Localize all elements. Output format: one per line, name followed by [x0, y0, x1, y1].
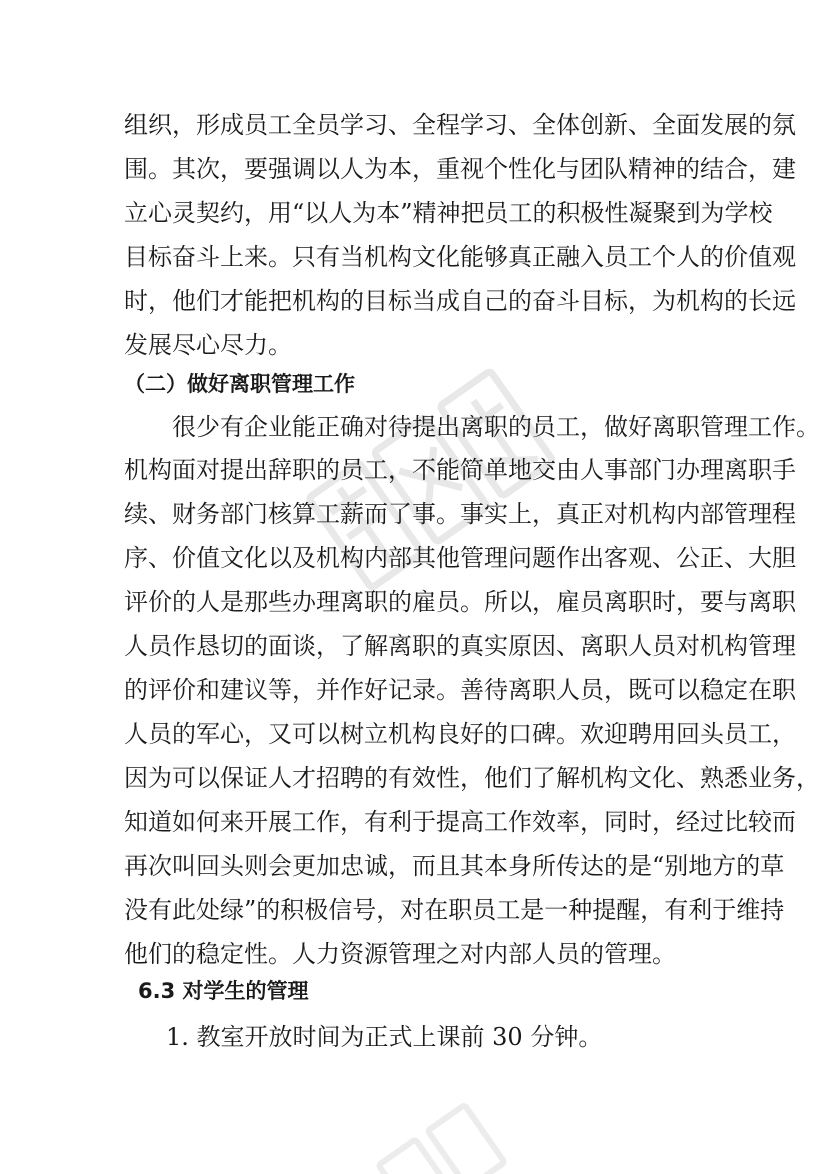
paragraph-line: 他们的稳定性。人力资源管理之对内部人员的管理。	[124, 940, 676, 968]
paragraph-line: 没有此处绿”的积极信号，对在职员工是一种提醒，有利于维持	[124, 896, 785, 924]
paragraph-line: 序、价值文化以及机构内部其他管理问题作出客观、公正、大胆	[124, 544, 796, 572]
paragraph-line: 知道如何来开展工作，有利于提高工作效率，同时，经过比较而	[124, 808, 796, 836]
paragraph-line: 发展尽心尽力。	[124, 331, 292, 359]
paragraph-line: 组织，形成员工全员学习、全程学习、全体创新、全面发展的氛	[124, 111, 796, 139]
list-item: 1. 教室开放时间为正式上课前 30 分钟。	[166, 1023, 603, 1051]
watermark-logo-bottom	[360, 1090, 510, 1174]
paragraph-line: 机构面对提出辞职的员工，不能简单地交由人事部门办理离职手	[124, 456, 796, 484]
paragraph-line: 人员的军心，又可以树立机构良好的口碑。欢迎聘用回头员工，	[124, 720, 796, 748]
paragraph-line: 时，他们才能把机构的目标当成自己的奋斗目标，为机构的长远	[124, 287, 796, 315]
paragraph-line: 续、财务部门核算工薪而了事。事实上，真正对机构内部管理程	[124, 500, 796, 528]
paragraph-line: 再次叫回头则会更加忠诚，而且其本身所传达的是“别地方的草	[124, 852, 785, 880]
section-heading: （二）做好离职管理工作	[124, 372, 355, 396]
paragraph-line: 立心灵契约，用“以人为本”精神把员工的积极性凝聚到为学校	[124, 199, 773, 227]
paragraph-line: 很少有企业能正确对待提出离职的员工，做好离职管理工作。	[172, 413, 820, 441]
paragraph-line: 的评价和建议等，并作好记录。善待离职人员，既可以稳定在职	[124, 676, 796, 704]
paragraph-line: 因为可以保证人才招聘的有效性，他们了解机构文化、熟悉业务，	[124, 764, 820, 792]
paragraph-line: 人员作恳切的面谈，了解离职的真实原因、离职人员对机构管理	[124, 632, 796, 660]
paragraph-line: 评价的人是那些办理离职的雇员。所以，雇员离职时，要与离职	[124, 588, 796, 616]
section-heading: 6.3 对学生的管理	[138, 979, 309, 1003]
paragraph-line: 围。其次，要强调以人为本，重视个性化与团队精神的结合，建	[124, 155, 796, 183]
paragraph-line: 目标奋斗上来。只有当机构文化能够真正融入员工个人的价值观	[124, 243, 796, 271]
